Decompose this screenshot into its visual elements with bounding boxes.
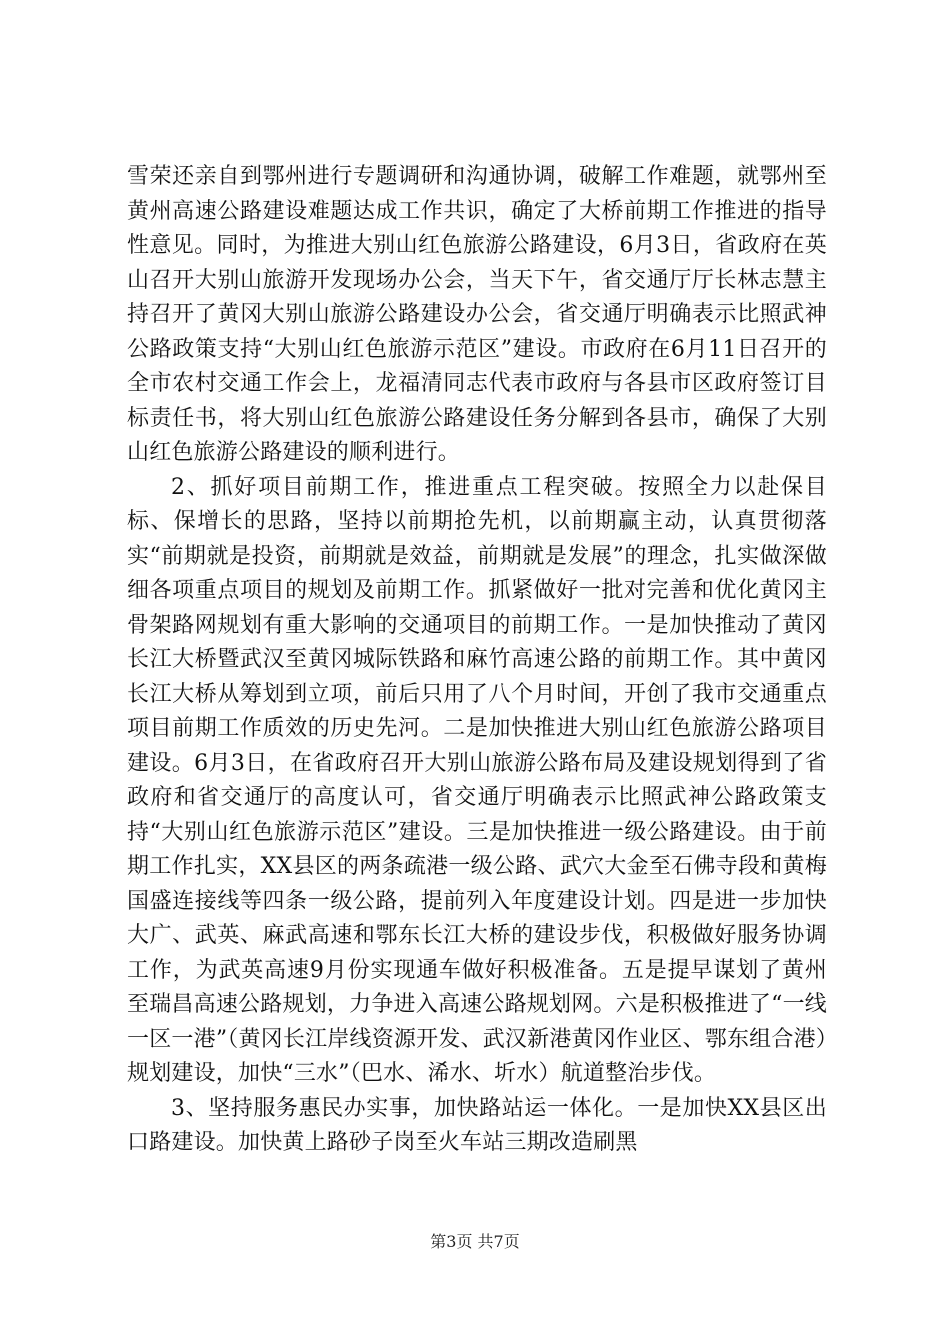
paragraph-item-2: 2、抓好项目前期工作，推进重点工程突破。按照全力以赴保目标、保增长的思路，坚持以前期抢先机，以前期赢主动，认真贯彻落实“前期就是投资，前期就是效益，前期就是发展”的理念，扎实做深做细各项重点项目的规划及前期工作。抓紧做好一批对完善和优化黄冈主骨架路网规划有重大影响的交通项目的前期工作。一是加快推动了黄冈长江大桥暨武汉至黄冈城际铁路和麻竹高速公路的前期工作。其中黄冈长江大桥从筹划到立项，前后只用了八个月时间，开创了我市交通重点项目前期工作质效的历史先河。二是加快推进大别山红色旅游公路项目建设。6月3日，在省政府召开大别山旅游公路布局及建设规划得到了省政府和省交通厅的高度认可，省交通厅明确表示比照武神公路政策支持“大别山红色旅游示范区”建设。三是加快推进一级公路建设。由于前期工作扎实，XX县区的两条疏港一级公路、武穴大金至石佛寺段和黄梅国盛连接线等四条一级公路，提前列入年度建设计划。四是进一步加快大广、武英、麻武高速和鄂东长江大桥的建设步伐，积极做好服务协调工作，为武英高速9月份实现通车做好积极准备。五是提早谋划了黄州至瑞昌高速公路规划，力争进入高速公路规划网。六是积极推进了“一线一区一港”（黄冈长江岸线资源开发、武汉新港黄冈作业区、鄂东组合港）规划建设，加快“三水”（巴水、浠水、圻水）航道整治步伐。 (127, 474, 827, 1086)
paragraph-item-3: 3、坚持服务惠民办实事，加快路站运一体化。一是加快XX县区出口路建设。加快黄上路砂子岗至火车站三期改造刷黑 (127, 1095, 827, 1155)
paragraph-continued: 雪荣还亲自到鄂州进行专题调研和沟通协调，破解工作难题，就鄂州至黄州高速公路建设难题达成工作共识，确定了大桥前期工作推进的指导性意见。同时，为推进大别山红色旅游公路建设，6月3日，省政府在英山召开大别山旅游开发现场办公会，当天下午，省交通厅厅长林志慧主持召开了黄冈大别山旅游公路建设办公会，省交通厅明确表示比照武神公路政策支持“大别山红色旅游示范区”建设。市政府在6月11日召开的全市农村交通工作会上，龙福清同志代表市政府与各县市区政府签订目标责任书，将大别山红色旅游公路建设任务分解到各县市，确保了大别山红色旅游公路建设的顺利进行。 (127, 164, 827, 465)
page-number-footer: 第3页 共7页 (430, 1232, 520, 1251)
document-body (127, 160, 827, 1161)
